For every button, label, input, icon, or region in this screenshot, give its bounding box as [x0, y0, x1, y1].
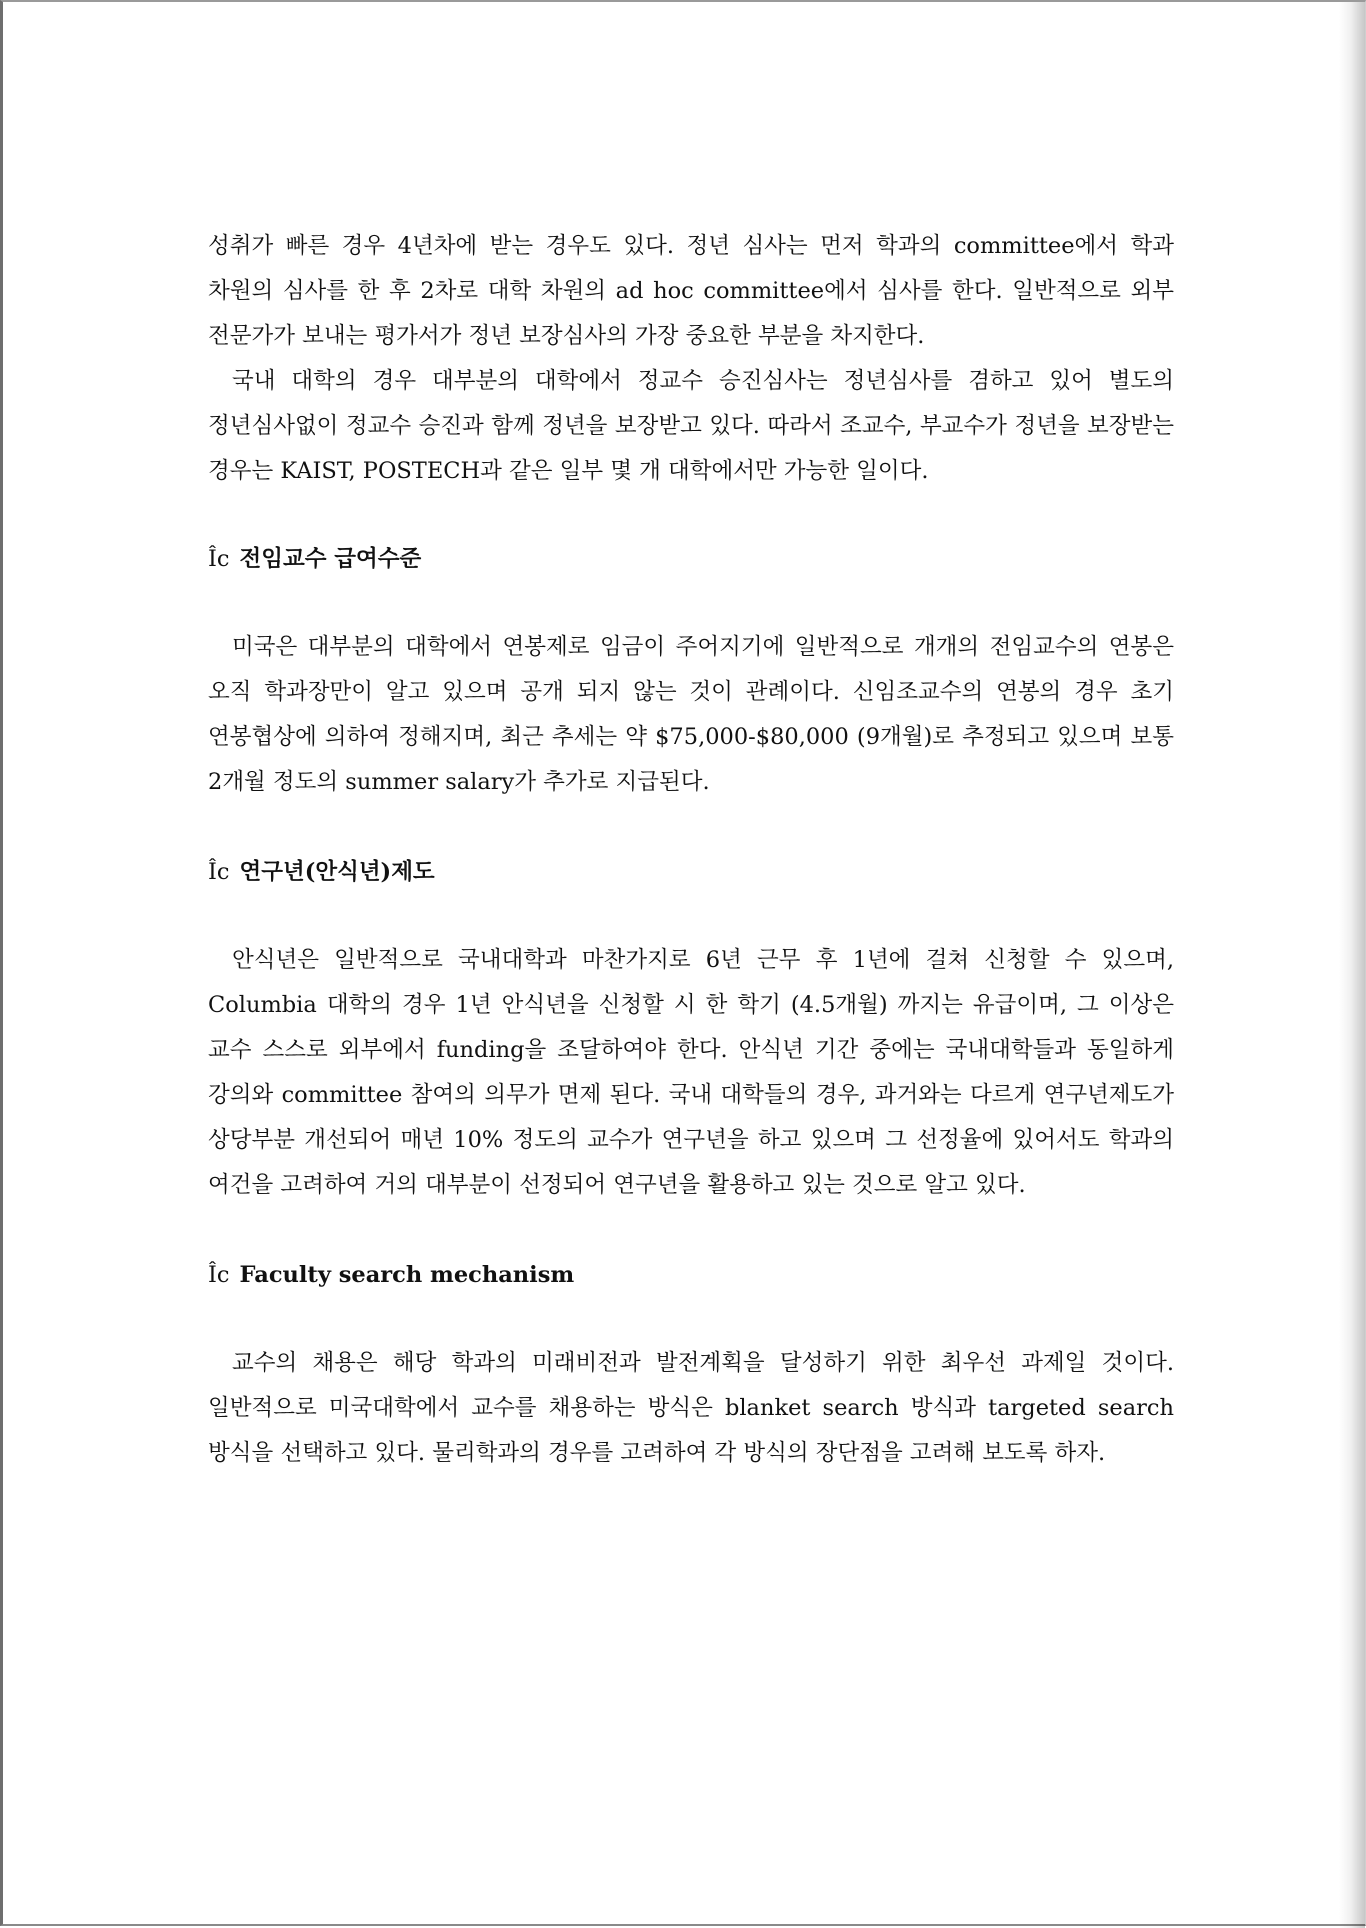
- paragraph-tenure-review: 성취가 빠른 경우 4년차에 받는 경우도 있다. 정년 심사는 먼저 학과의 committee에서 학과 차원의 심사를 한 후 2차로 대학 차원의 ad hoc committee에서 심사를 한다. 일반적으로 외부 전문가가 보내는 평가서가 정년 보장심사의 가장 중요한 부분을 차지한다.: [208, 233, 1174, 349]
- spacer: [208, 805, 1174, 850]
- paragraph-domestic-tenure: 국내 대학의 경우 대부분의 대학에서 정교수 승진심사는 정년심사를 겸하고 있어 별도의 정년심사없이 정교수 승진과 함께 정년을 보장받고 있다. 따라서 조교수, 부교수가 정년을 보장받는 경우는 KAIST, POSTECH과 같은 일부 몇 개 대학에서만 가능한 일이다.: [208, 368, 1174, 484]
- spacer: [208, 1298, 1174, 1341]
- spacer: [208, 494, 1174, 537]
- spacer: [208, 1208, 1174, 1253]
- section-heading-sabbatical: [208, 850, 1174, 895]
- heading-bullet: Îc: [208, 859, 230, 885]
- heading-bullet: Îc: [208, 546, 230, 572]
- section-heading-salary-text: 전임교수 급여수준: [239, 546, 422, 572]
- page-body: [208, 224, 1174, 1476]
- page-edge-shadow: [1339, 2, 1365, 1928]
- section-heading-faculty-search-text: Faculty search mechanism: [239, 1262, 575, 1288]
- heading-bullet: Îc: [208, 1262, 230, 1288]
- spacer: [208, 895, 1174, 938]
- spacer: [208, 582, 1174, 625]
- section-heading-sabbatical-text: 연구년(안식년)제도: [239, 859, 435, 885]
- paragraph-faculty-search: 교수의 채용은 해당 학과의 미래비전과 발전계획을 달성하기 위한 최우선 과제일 것이다. 일반적으로 미국대학에서 교수를 채용하는 방식은 blanket search 방식과 targeted search 방식을 선택하고 있다. 물리학과의 경우를 고려하여 각 방식의 장단점을 고려해 보도록 하자.: [208, 1350, 1174, 1466]
- paragraph-salary: 미국은 대부분의 대학에서 연봉제로 임금이 주어지기에 일반적으로 개개의 전임교수의 연봉은 오직 학과장만이 알고 있으며 공개 되지 않는 것이 관례이다. 신임조교수의 연봉의 경우 초기 연봉협상에 의하여 정해지며, 최근 추세는 약 $75,000-$80,000 (9개월)로 추정되고 있으며 보통 2개월 정도의 summer salary가 추가로 지급된다.: [208, 634, 1174, 795]
- section-heading-salary: [208, 537, 1174, 582]
- section-heading-faculty-search: [208, 1253, 1174, 1298]
- paragraph-sabbatical: 안식년은 일반적으로 국내대학과 마찬가지로 6년 근무 후 1년에 걸쳐 신청할 수 있으며, Columbia 대학의 경우 1년 안식년을 신청할 시 한 학기 (4.5개월) 까지는 유급이며, 그 이상은 교수 스스로 외부에서 funding을 조달하여야 한다. 안식년 기간 중에는 국내대학들과 동일하게 강의와 committee 참여의 의무가 면제 된다. 국내 대학들의 경우, 과거와는 다르게 연구년제도가 상당부분 개선되어 매년 10% 정도의 교수가 연구년을 하고 있으며 그 선정율에 있어서도 학과의 여건을 고려하여 거의 대부분이 선정되어 연구년을 활용하고 있는 것으로 알고 있다.: [208, 947, 1174, 1198]
